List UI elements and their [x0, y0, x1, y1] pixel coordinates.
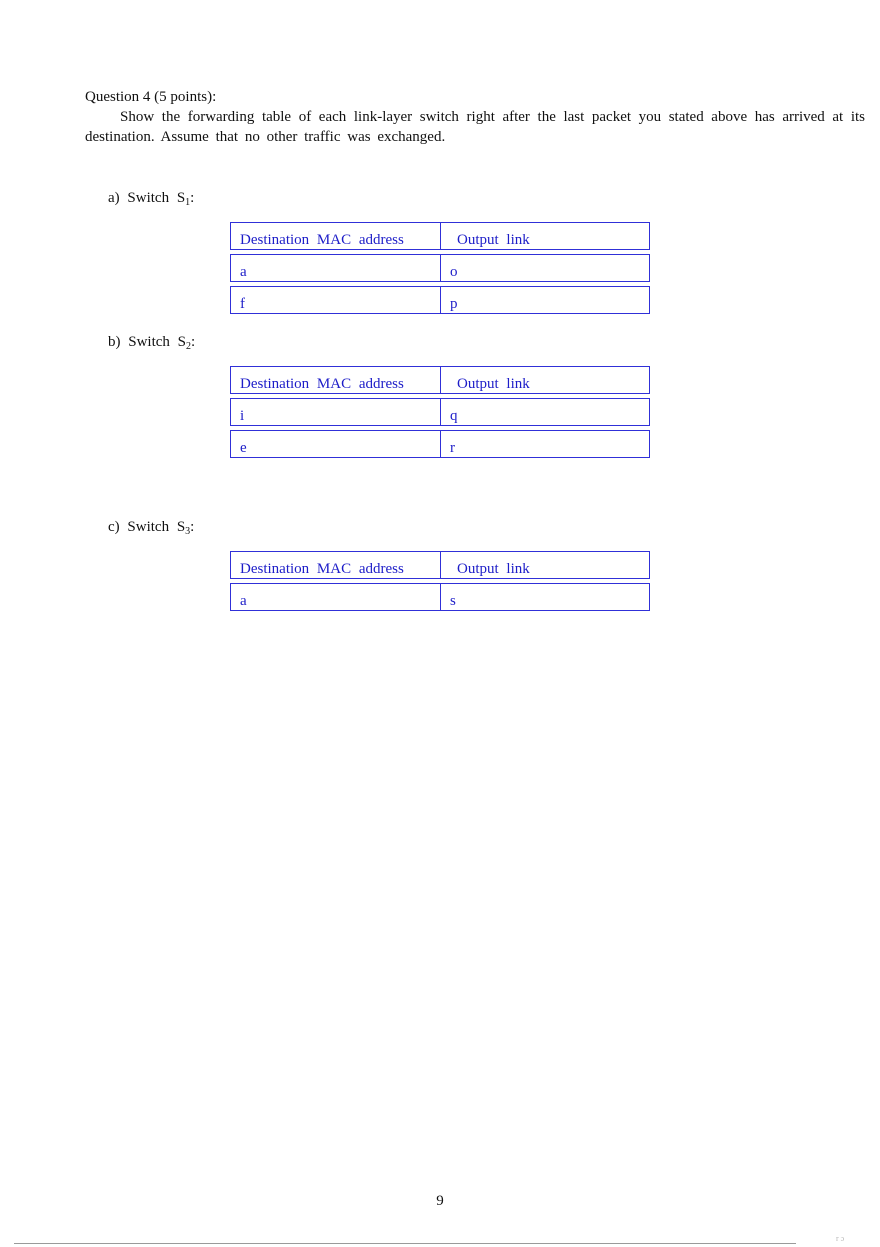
question-title: Question 4 (5 points):: [85, 89, 217, 105]
question-text: [85, 107, 865, 147]
header-output-link: Output link: [440, 551, 650, 579]
switch-s2-label: b) Switch $S_2$:: [108, 334, 196, 352]
footer-divider: [14, 1243, 796, 1244]
link-cell: o: [440, 254, 650, 282]
table-header-row: [230, 366, 650, 394]
table-header-row: [230, 551, 650, 579]
corner-mark: r ɔ: [836, 1234, 845, 1243]
link-cell: s: [440, 583, 650, 611]
mac-cell: a: [230, 583, 440, 611]
switch-s1-label: a) Switch $S_1$:: [108, 190, 195, 208]
switch-s3-label: c) Switch $S_3$:: [108, 519, 195, 537]
switch-s1-table: [230, 218, 650, 318]
header-destination-mac: Destination MAC address: [230, 551, 440, 579]
table-header-row: [230, 222, 650, 250]
switch-s2-table: [230, 362, 650, 462]
link-cell: q: [440, 398, 650, 426]
link-cell: p: [440, 286, 650, 314]
header-destination-mac: Destination MAC address: [230, 366, 440, 394]
table-row: [230, 583, 650, 611]
mac-cell: e: [230, 430, 440, 458]
mac-cell: f: [230, 286, 440, 314]
page-number: 9: [436, 1193, 444, 1209]
table-row: [230, 398, 650, 426]
mac-cell: a: [230, 254, 440, 282]
header-output-link: Output link: [440, 222, 650, 250]
question-text-body: Show the forwarding table of each link-layer switch right after the last packet you stated above has arrived at its destination. Assume that no other traffic was exchanged.: [85, 109, 865, 145]
table-row: [230, 430, 650, 458]
header-output-link: Output link: [440, 366, 650, 394]
link-cell: r: [440, 430, 650, 458]
header-destination-mac: Destination MAC address: [230, 222, 440, 250]
mac-cell: i: [230, 398, 440, 426]
table-row: [230, 286, 650, 314]
switch-s3-table: [230, 547, 650, 615]
table-row: [230, 254, 650, 282]
